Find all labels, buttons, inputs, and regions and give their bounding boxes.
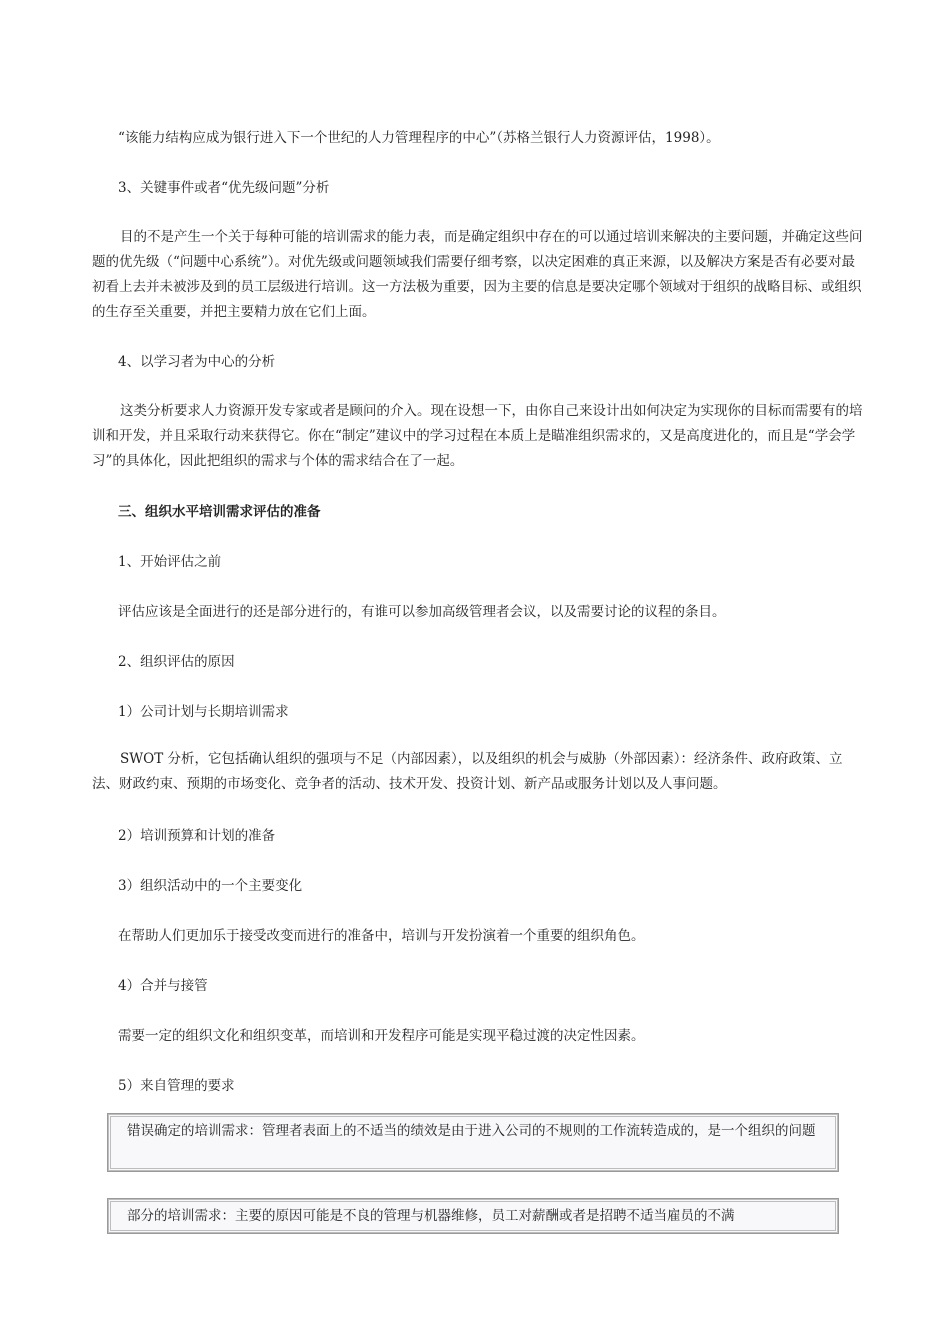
heading-learner-centered: 4、以学习者为中心的分析: [118, 354, 276, 370]
text-merger: 需要一定的组织文化和组织变革，而培训和开发程序可能是实现平稳过渡的决定性因素。: [118, 1028, 645, 1044]
heading-assessment-reasons: 2、组织评估的原因: [118, 654, 235, 670]
callout-partial-need: [108, 1199, 838, 1233]
section-title-preparation: 三、组织水平培训需求评估的准备: [118, 504, 321, 520]
heading-merger: 4）合并与接管: [118, 978, 208, 994]
text-major-change: 在帮助人们更加乐于接受改变而进行的准备中，培训与开发扮演着一个重要的组织角色。: [118, 928, 645, 944]
heading-budget-plan: 2）培训预算和计划的准备: [118, 828, 276, 844]
heading-key-events: 3、关键事件或者“优先级问题”分析: [118, 180, 330, 196]
callout-misidentified-need: [108, 1114, 838, 1171]
heading-before-assessment: 1、开始评估之前: [118, 554, 222, 570]
heading-management-request: 5）来自管理的要求: [118, 1078, 235, 1094]
callout-misidentified-text: 错误确定的培训需求：管理者表面上的不适当的绩效是由于进入公司的不规则的工作流转造成的，是一个组织的问题: [127, 1123, 816, 1139]
paragraph-swot: SWOT 分析，它包括确认组织的强项与不足（内部因素），以及组织的机会与威胁（外部因素）：经济条件、政府政策、立法、财政约束、预期的市场变化、竞争者的活动、技术开发、投资计划、新产品或服务计划以及人事问题。: [92, 751, 843, 792]
heading-corporate-plan: 1）公司计划与长期培训需求: [118, 704, 289, 720]
paragraph-key-events: 目的不是产生一个关于每种可能的培训需求的能力表，而是确定组织中存在的可以通过培训来解决的主要问题，并确定这些问题的优先级（“问题中心系统”）。对优先级或问题领域我们需要仔细考察，以决定困难的真正来源，以及解决方案是否有必要对最初看上去并未被涉及到的员工层级进行培训。这一方法极为重要，因为主要的信息是要决定哪个领域对于组织的战略目标、或组织的生存至关重要，并把主要精力放在它们上面。: [92, 229, 863, 320]
heading-major-change: 3）组织活动中的一个主要变化: [118, 878, 303, 894]
callout-partial-text: 部分的培训需求：主要的原因可能是不良的管理与机器维修，员工对薪酬或者是招聘不适当雇员的不满: [127, 1208, 735, 1224]
paragraph-learner-centered: 这类分析要求人力资源开发专家或者是顾问的介入。现在设想一下，由你自己来设计出如何决定为实现你的目标而需要有的培训和开发，并且采取行动来获得它。你在“制定”建议中的学习过程在本质上是瞄准组织需求的，又是高度进化的，而且是“学会学习”的具体化，因此把组织的需求与个体的需求结合在了一起。: [92, 403, 863, 469]
text-before-assessment: 评估应该是全面进行的还是部分进行的，有谁可以参加高级管理者会议，以及需要讨论的议程的条目。: [118, 604, 726, 620]
bank-quote: “该能力结构应成为银行进入下一个世纪的人力管理程序的中心”（苏格兰银行人力资源评估，1998）。: [118, 130, 720, 146]
